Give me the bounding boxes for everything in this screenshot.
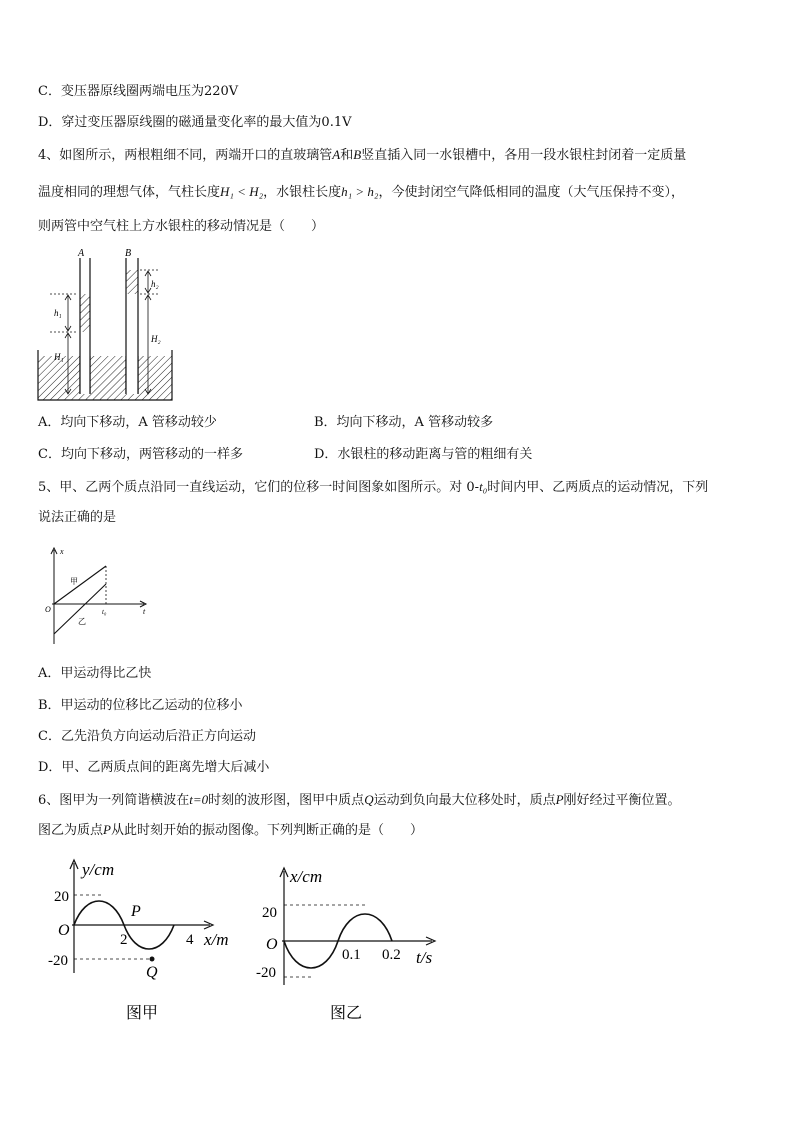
q6-fig1-label-p: P	[131, 903, 141, 920]
q6-text: 时刻的波形图，图甲中质点	[208, 793, 365, 808]
q6-fig1-origin: O	[58, 922, 70, 939]
q4-fig-label-b: B	[125, 248, 132, 259]
q5-option-d: D．甲、乙两质点间的距离先增大后减小	[38, 760, 270, 775]
q6-text: 从此时刻开始的振动图像。下列判断正确的是（ ）	[110, 823, 423, 838]
q6-fig1-tick-4: 4	[186, 932, 194, 948]
q6-figure-vibration	[256, 865, 456, 1035]
q4-tube-a: A	[332, 147, 341, 162]
q5-option-c: C．乙先沿负方向运动后沿正方向运动	[38, 729, 256, 744]
q4-stem-line1	[38, 145, 686, 166]
q6-text: 6、图甲为一列简谐横波在	[38, 793, 190, 808]
q6-fig1-caption: 图甲	[126, 1005, 159, 1022]
q5-stem-line2: 说法正确的是	[38, 510, 117, 525]
q5-fig-x-axis-label: x	[60, 547, 64, 556]
q6-point-q: Q	[364, 792, 374, 807]
q6-point-p: P	[555, 792, 564, 807]
q6-fig2-xlabel: t/s	[416, 948, 433, 967]
q4-stem-line2	[38, 182, 684, 203]
q5-t0: t₀	[479, 479, 488, 494]
q4-figure-tubes	[34, 246, 184, 402]
q6-fig1-tick-2: 2	[120, 932, 128, 948]
q5-fig-label-jia: 甲	[70, 577, 78, 586]
q6-fig2-tick-neg20: -20	[256, 965, 276, 981]
q6-fig2-caption: 图乙	[330, 1005, 363, 1022]
q6-fig2-tick-20: 20	[262, 905, 277, 921]
q4-stem-line3: 则两管中空气柱上方水银柱的移动情况是（ ）	[38, 219, 325, 234]
q6-fig1-ylabel: y/cm	[82, 860, 115, 879]
q5-stem-line1	[38, 477, 708, 498]
q6-stem-line2	[38, 820, 423, 841]
q5-fig-t-axis-label: t	[143, 607, 146, 616]
q6-text: 运动到负向最大位移处时，质点	[373, 793, 556, 808]
q4-text: ，今使封闭空气降低相同的温度（大气压保持不变），	[378, 185, 684, 200]
q6-stem-line1	[38, 790, 681, 811]
q6-t-eq: t=0	[189, 792, 209, 807]
q4-fig-label-H1: H₁	[54, 352, 64, 362]
q4-text: 和	[340, 148, 354, 163]
q4-text: 竖直插入同一水银槽中，各用一段水银柱封闭着一定质量	[361, 148, 687, 163]
q4-text: ，水银柱长度	[263, 185, 342, 200]
q5-fig-origin: O	[45, 605, 51, 614]
q6-fig2-tick-0.1: 0.1	[342, 947, 361, 963]
q4-fig-label-a: A	[78, 248, 85, 259]
q5-fig-label-t0: t₀	[102, 608, 107, 616]
q3-option-d: D．穿过变压器原线圈的磁通量变化率的最大值为0.1V	[38, 115, 352, 130]
q3-option-c: C．变压器原线圈两端电压为220V	[38, 84, 239, 99]
q4-option-b: B．均向下移动，A 管移动较多	[314, 415, 494, 430]
q6-fig1-label-q: Q	[146, 964, 158, 981]
q6-text: 刚好经过平衡位置。	[563, 793, 681, 808]
q4-option-c: C．均向下移动，两管移动的一样多	[38, 447, 243, 462]
q4-text: 温度相同的理想气体，气柱长度	[38, 185, 221, 200]
q6-figure-wave	[48, 855, 248, 1035]
q6-point-p: P	[103, 822, 111, 837]
q6-fig2-ylabel: x/cm	[290, 867, 323, 886]
q4-tube-b: B	[353, 147, 362, 162]
q4-fig-label-h2: h₂	[151, 279, 159, 289]
q5-figure-xt-graph	[40, 544, 152, 648]
q6-fig1-tick-20: 20	[54, 889, 69, 905]
q5-option-b: B．甲运动的位移比乙运动的位移小	[38, 698, 243, 713]
q4-text: 4、如图所示，两根粗细不同，两端开口的直玻璃管	[38, 148, 333, 163]
q5-option-a: A．甲运动得比乙快	[38, 666, 152, 681]
q4-relation-H: H₁ < H₂	[220, 184, 264, 199]
q6-fig1-xlabel: x/m	[204, 930, 229, 949]
q4-option-a: A．均向下移动，A 管移动较少	[38, 415, 217, 430]
q6-text: 图乙为质点	[38, 823, 104, 838]
q4-fig-label-H2: H₂	[151, 334, 161, 344]
q6-fig2-origin: O	[266, 936, 278, 953]
q5-text: 5、甲、乙两个质点沿同一直线运动，它们的位移一时间图象如图所示。对 0-	[38, 480, 480, 495]
q5-fig-label-yi: 乙	[78, 617, 86, 626]
q6-fig2-tick-0.2: 0.2	[382, 947, 401, 963]
q5-text: 时间内甲、乙两质点的运动情况，下列	[487, 480, 709, 495]
q4-option-d: D．水银柱的移动距离与管的粗细有关	[314, 447, 533, 462]
q4-fig-label-h1: h₁	[54, 308, 62, 318]
q4-relation-h: h₁ > h₂	[341, 184, 379, 199]
q6-fig1-tick-neg20: -20	[48, 953, 68, 969]
